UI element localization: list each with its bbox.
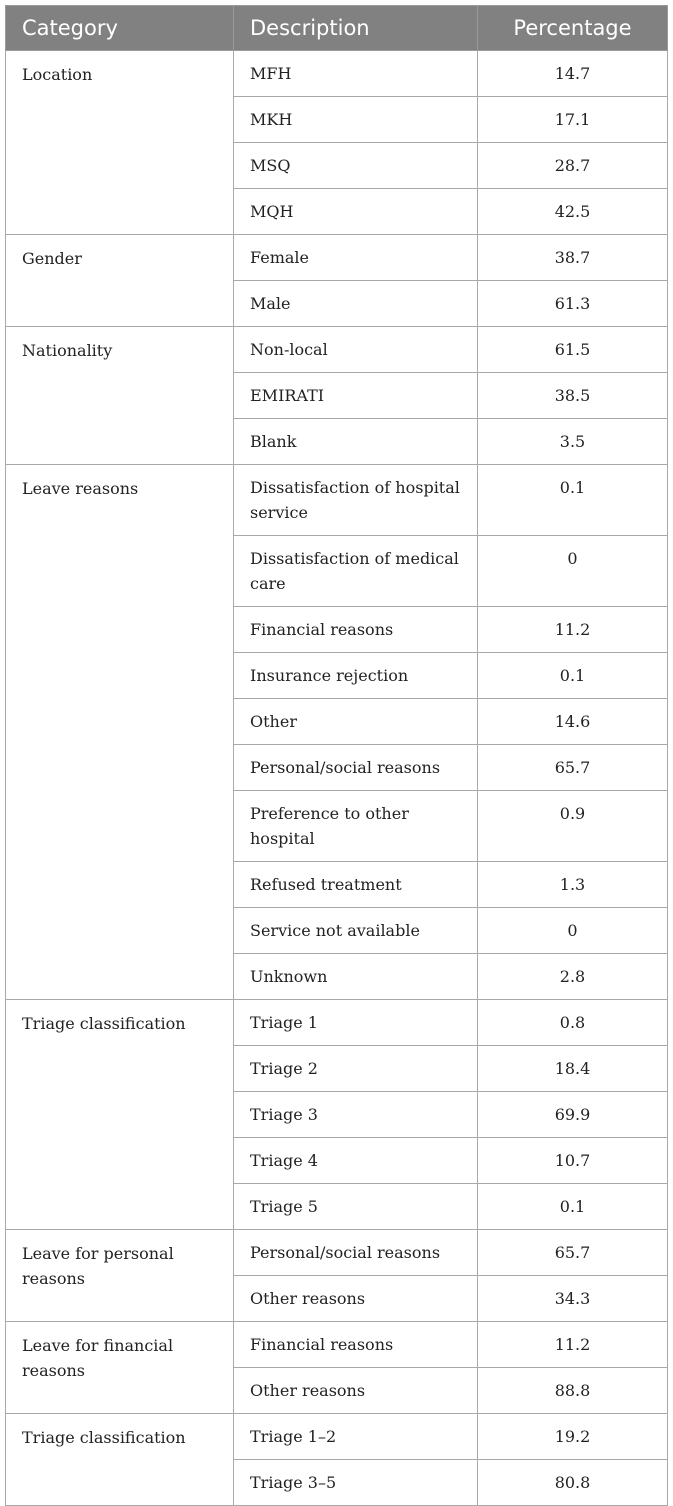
- table-row: [6, 327, 668, 373]
- table-header: [6, 6, 668, 51]
- percentage-cell: 61.3: [478, 281, 668, 327]
- description-cell: Personal/social reasons: [234, 1230, 478, 1276]
- percentage-cell: 0.9: [478, 791, 668, 862]
- header-description: Description: [234, 6, 478, 51]
- description-cell: Triage 1–2: [234, 1414, 478, 1460]
- description-cell: Triage 4: [234, 1138, 478, 1184]
- percentage-cell: 17.1: [478, 97, 668, 143]
- description-cell: Triage 3–5: [234, 1460, 478, 1506]
- category-cell: Triage classification: [6, 1414, 234, 1506]
- table-row: [6, 51, 668, 97]
- percentage-cell: 80.8: [478, 1460, 668, 1506]
- description-cell: MQH: [234, 189, 478, 235]
- category-cell: Nationality: [6, 327, 234, 465]
- description-cell: Male: [234, 281, 478, 327]
- description-cell: Financial reasons: [234, 1322, 478, 1368]
- percentage-cell: 61.5: [478, 327, 668, 373]
- category-cell: Triage classification: [6, 1000, 234, 1230]
- percentage-cell: 34.3: [478, 1276, 668, 1322]
- category-cell: Gender: [6, 235, 234, 327]
- description-cell: Other reasons: [234, 1368, 478, 1414]
- description-cell: Triage 5: [234, 1184, 478, 1230]
- category-cell: Leave for personal reasons: [6, 1230, 234, 1322]
- table-row: [6, 1322, 668, 1368]
- header-percentage: Percentage: [478, 6, 668, 51]
- description-cell: MFH: [234, 51, 478, 97]
- description-cell: Preference to other hospital: [234, 791, 478, 862]
- description-cell: Non-local: [234, 327, 478, 373]
- description-cell: Dissatisfaction of medical care: [234, 536, 478, 607]
- percentage-cell: 28.7: [478, 143, 668, 189]
- category-cell: Leave reasons: [6, 465, 234, 1000]
- percentage-cell: 2.8: [478, 954, 668, 1000]
- description-cell: MKH: [234, 97, 478, 143]
- percentage-cell: 38.5: [478, 373, 668, 419]
- header-category: Category: [6, 6, 234, 51]
- description-cell: Dissatisfaction of hospital service: [234, 465, 478, 536]
- table-row: [6, 1000, 668, 1046]
- description-cell: Triage 2: [234, 1046, 478, 1092]
- description-cell: Personal/social reasons: [234, 745, 478, 791]
- percentage-cell: 65.7: [478, 745, 668, 791]
- percentage-cell: 14.6: [478, 699, 668, 745]
- description-cell: Refused treatment: [234, 862, 478, 908]
- description-cell: Unknown: [234, 954, 478, 1000]
- description-cell: Female: [234, 235, 478, 281]
- percentage-cell: 0.8: [478, 1000, 668, 1046]
- percentage-cell: 0.1: [478, 465, 668, 536]
- percentage-cell: 0: [478, 536, 668, 607]
- percentage-cell: 10.7: [478, 1138, 668, 1184]
- percentage-cell: 69.9: [478, 1092, 668, 1138]
- description-cell: Other: [234, 699, 478, 745]
- description-cell: Triage 3: [234, 1092, 478, 1138]
- description-cell: MSQ: [234, 143, 478, 189]
- table-row: [6, 1230, 668, 1276]
- description-cell: Service not available: [234, 908, 478, 954]
- data-table: [5, 5, 668, 1506]
- percentage-cell: 3.5: [478, 419, 668, 465]
- percentage-cell: 38.7: [478, 235, 668, 281]
- description-cell: Financial reasons: [234, 607, 478, 653]
- description-cell: Triage 1: [234, 1000, 478, 1046]
- percentage-cell: 11.2: [478, 1322, 668, 1368]
- percentage-cell: 14.7: [478, 51, 668, 97]
- percentage-cell: 11.2: [478, 607, 668, 653]
- category-cell: Location: [6, 51, 234, 235]
- description-cell: Other reasons: [234, 1276, 478, 1322]
- percentage-cell: 18.4: [478, 1046, 668, 1092]
- percentage-cell: 19.2: [478, 1414, 668, 1460]
- percentage-cell: 0.1: [478, 653, 668, 699]
- description-cell: Insurance rejection: [234, 653, 478, 699]
- percentage-cell: 0.1: [478, 1184, 668, 1230]
- percentage-cell: 65.7: [478, 1230, 668, 1276]
- table-row: [6, 1414, 668, 1460]
- percentage-cell: 88.8: [478, 1368, 668, 1414]
- description-cell: Blank: [234, 419, 478, 465]
- header-row: [6, 6, 668, 51]
- percentage-cell: 1.3: [478, 862, 668, 908]
- description-cell: EMIRATI: [234, 373, 478, 419]
- category-cell: Leave for financial reasons: [6, 1322, 234, 1414]
- table-row: [6, 465, 668, 536]
- table-body: [6, 51, 668, 1506]
- percentage-cell: 42.5: [478, 189, 668, 235]
- percentage-cell: 0: [478, 908, 668, 954]
- table-row: [6, 235, 668, 281]
